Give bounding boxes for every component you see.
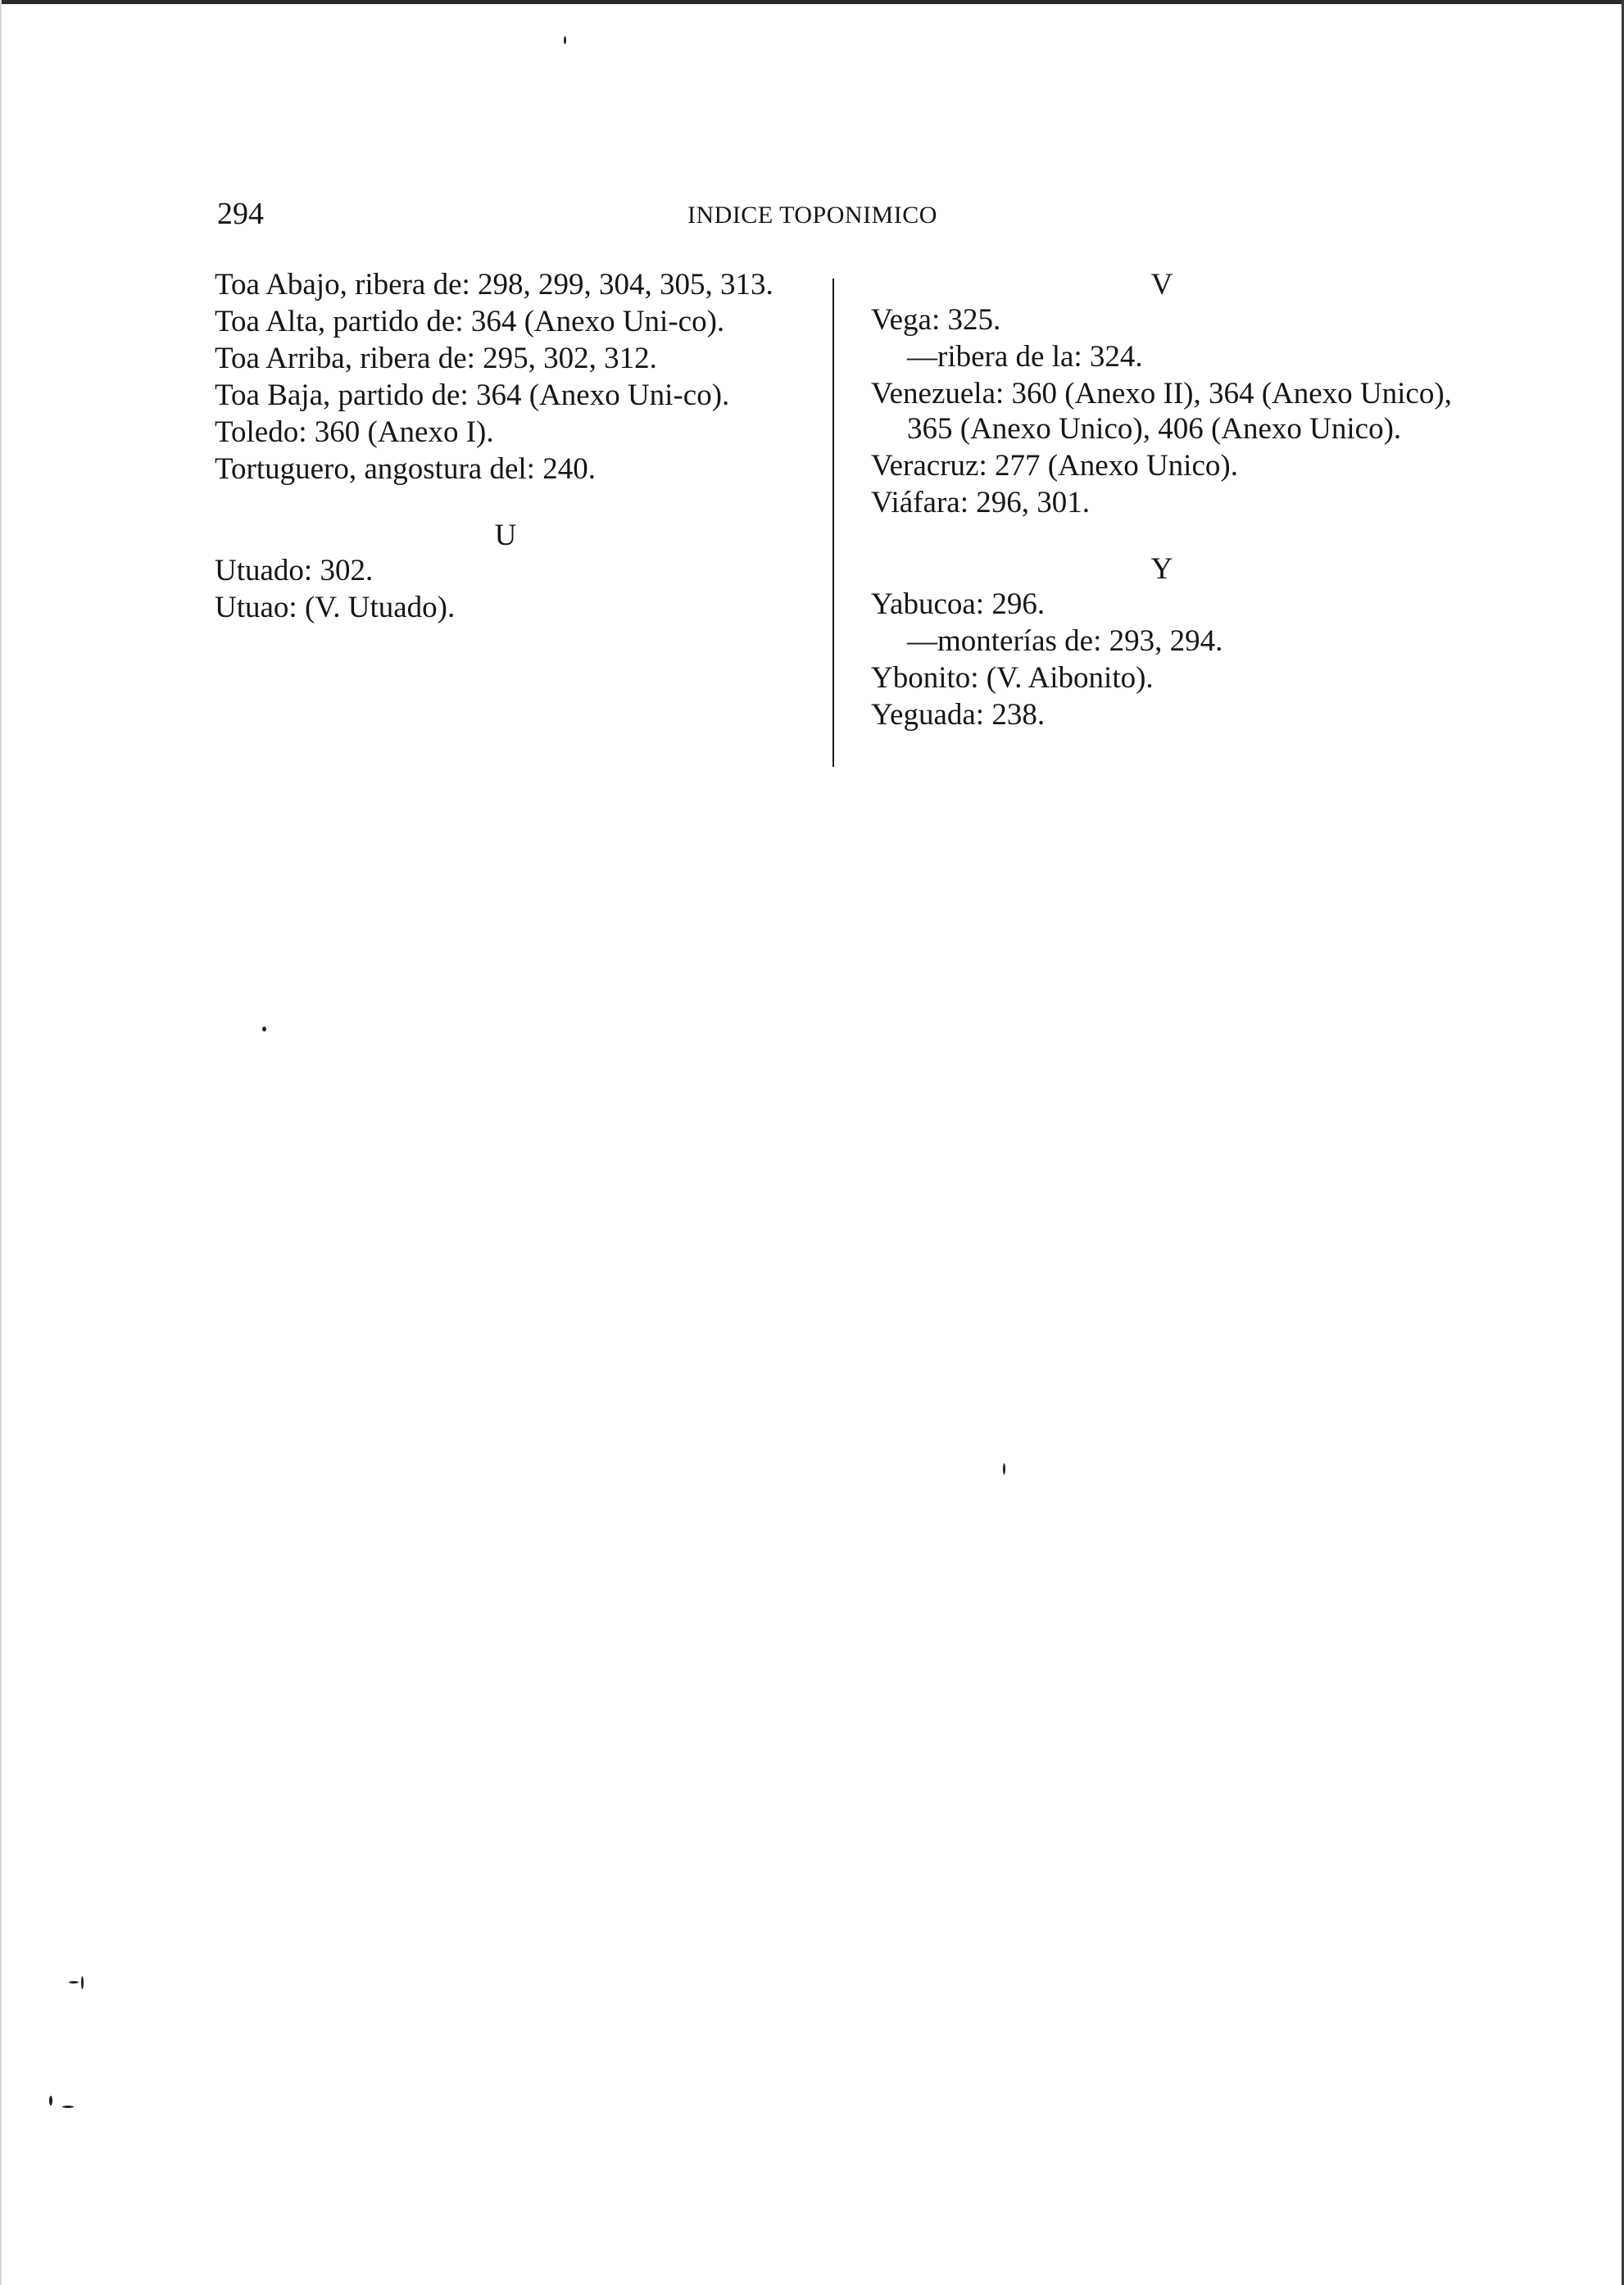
- index-subentry: —monterías de: 293, 294.: [907, 624, 1223, 658]
- index-entry: Yabucoa: 296.: [871, 587, 1046, 621]
- scan-speck: [1003, 1463, 1005, 1475]
- index-entry: Toa Arriba, ribera de: 295, 302, 312.: [215, 342, 657, 375]
- index-entry: Viáfara: 296, 301.: [871, 486, 1090, 519]
- index-entry: Veracruz: 277 (Anexo Unico).: [871, 449, 1238, 483]
- index-entry: Toa Baja, partido de: 364 (Anexo Uni-co).: [215, 379, 730, 412]
- right-column: [871, 267, 1461, 734]
- scan-speck: [81, 1976, 84, 1989]
- section-letter-y: Y: [1150, 552, 1173, 586]
- scan-edge-left: [0, 0, 2, 2285]
- scan-edge-top: [0, 0, 1624, 4]
- scan-speck: [69, 1981, 79, 1984]
- running-head: INDICE TOPONIMICO: [687, 202, 937, 229]
- section-letter-u: U: [494, 519, 517, 552]
- index-entry: Ybonito: (V. Aibonito).: [871, 661, 1154, 695]
- index-entry: Toledo: 360 (Anexo I).: [215, 415, 494, 449]
- index-entry: Toa Abajo, ribera de: 298, 299, 304, 305, 313.: [215, 268, 773, 301]
- index-entry: Utuao: (V. Utuado).: [215, 591, 456, 624]
- left-column: [215, 267, 805, 627]
- page-header: [217, 193, 1577, 234]
- section-letter-v: V: [1150, 268, 1173, 301]
- scan-speck: [564, 36, 566, 44]
- index-entry: Utuado: 302.: [215, 554, 374, 587]
- index-entry: Yeguada: 238.: [871, 698, 1046, 732]
- column-divider: [832, 279, 834, 767]
- index-entry: Tortuguero, angostura del: 240.: [215, 452, 596, 486]
- index-subentry: —ribera de la: 324.: [907, 340, 1143, 374]
- scan-speck: [262, 1027, 266, 1031]
- index-entry: Venezuela: 360 (Anexo II), 364 (Anexo Unico), 365 (Anexo Unico), 406 (Anexo Unico).: [871, 377, 1452, 446]
- index-entry: Toa Alta, partido de: 364 (Anexo Uni-co).: [215, 305, 725, 338]
- scan-speck: [62, 2106, 74, 2108]
- index-entry: Vega: 325.: [871, 303, 1001, 337]
- page-number: 294: [217, 197, 264, 231]
- scan-speck: [49, 2096, 52, 2106]
